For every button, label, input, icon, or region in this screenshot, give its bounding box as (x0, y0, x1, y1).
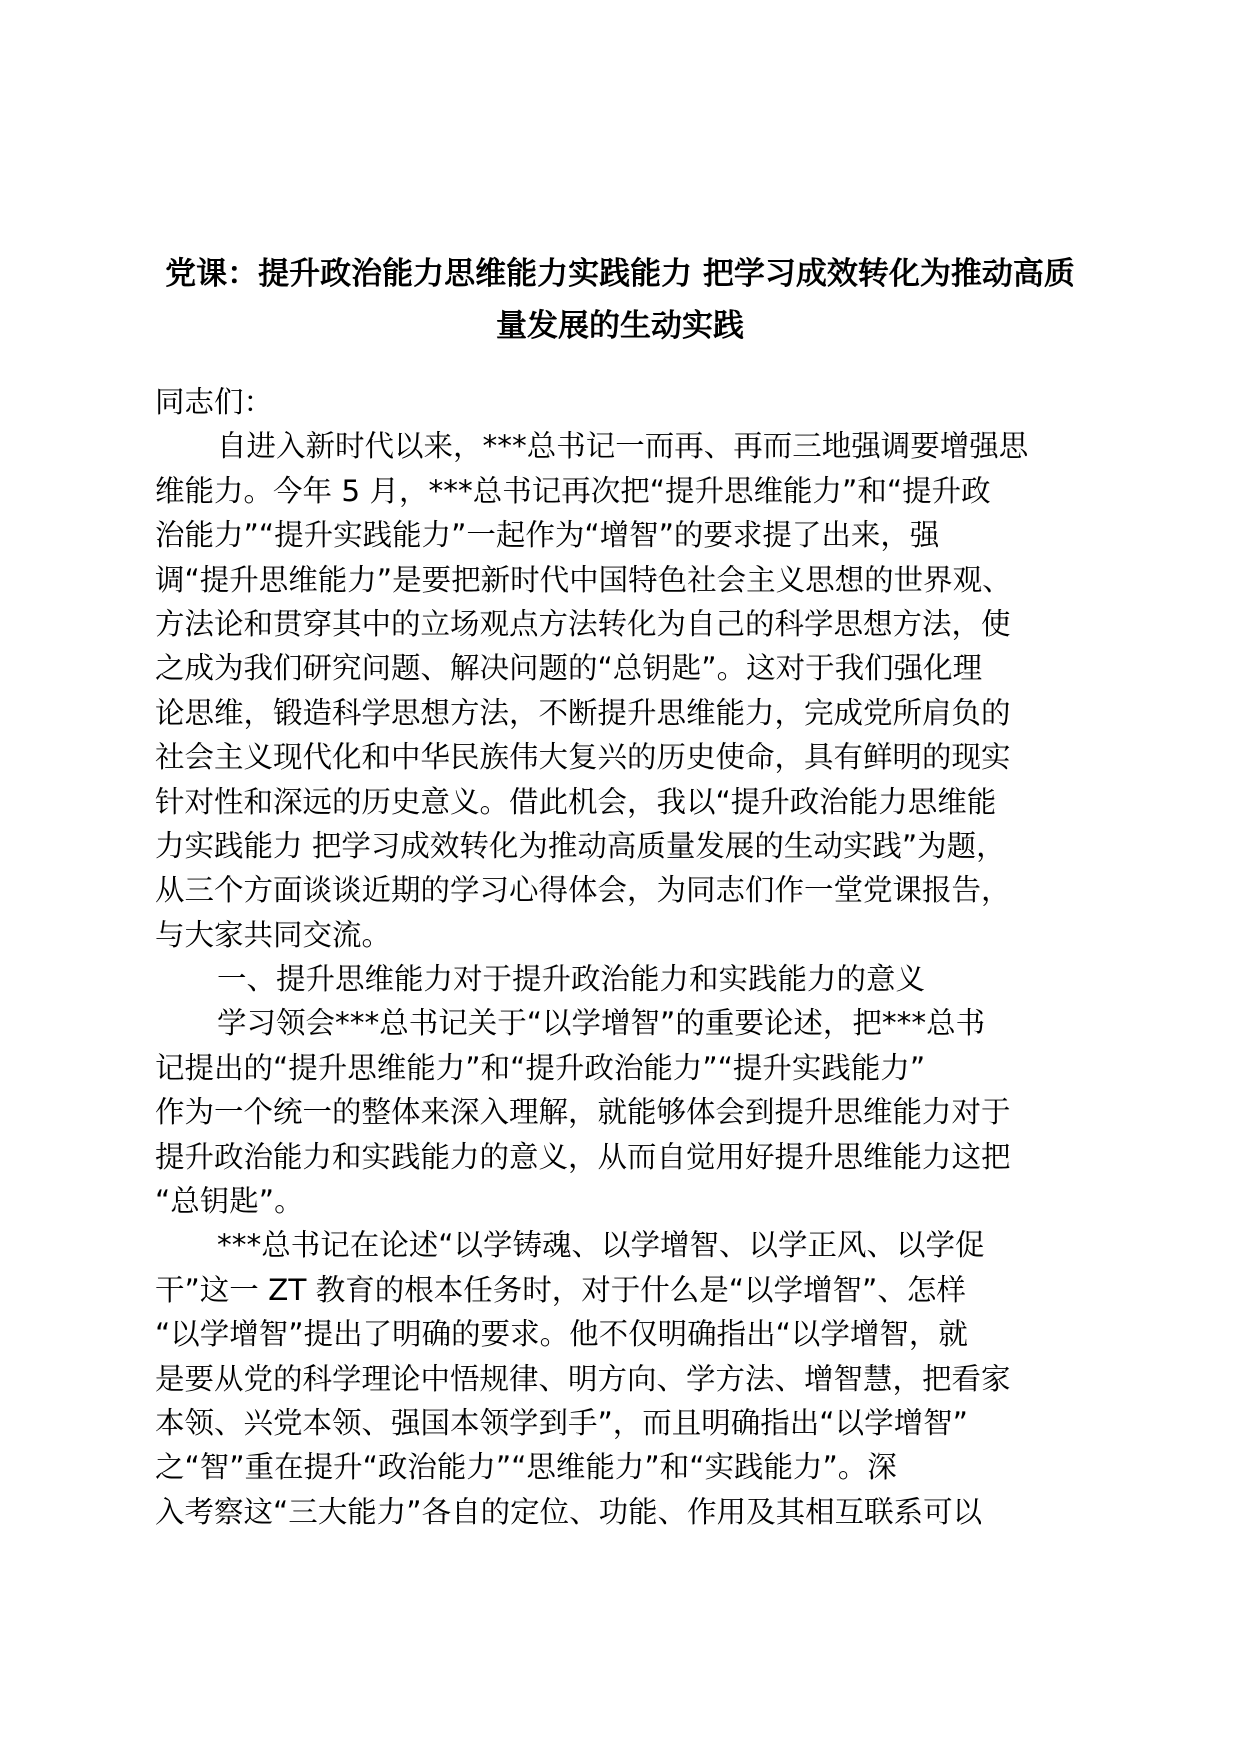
document-body (155, 380, 1085, 1534)
paragraph-line: 入考察这“三大能力”各自的定位、功能、作用及其相互联系可以 (155, 1494, 983, 1529)
paragraph-line: 论思维，锻造科学思想方法，不断提升思维能力，完成党所肩负的 (155, 695, 1011, 730)
paragraph-line: 从三个方面谈谈近期的学习心得体会，为同志们作一堂党课报告， (155, 873, 1011, 908)
paragraph-line: ***总书记在论述“以学铸魂、以学增智、以学正风、以学促 (217, 1228, 985, 1263)
paragraph-line: 治能力”“提升实践能力”一起作为“增智”的要求提了出来，强 (155, 518, 940, 553)
paragraph-line: 作为一个统一的整体来深入理解，就能够体会到提升思维能力对于 (155, 1095, 1011, 1130)
paragraph-line: 之成为我们研究问题、解决问题的“总钥匙”。这对于我们强化理 (155, 651, 983, 686)
section-heading: 一、提升思维能力对于提升政治能力和实践能力的意义 (217, 962, 926, 997)
paragraph-line: 记提出的“提升思维能力”和“提升政治能力”“提升实践能力” (155, 1050, 926, 1085)
paragraph-line: 针对性和深远的历史意义。借此机会，我以“提升政治能力思维能 (155, 784, 997, 819)
paragraph-line: 干”这一 ZT 教育的根本任务时，对于什么是“以学增智”、怎样 (155, 1272, 966, 1307)
paragraph-line: “以学增智”提出了明确的要求。他不仅明确指出“以学增智，就 (155, 1317, 968, 1352)
paragraph-line: 自进入新时代以来，***总书记一而再、再而三地强调要增强思 (217, 429, 1029, 464)
title-line-2: 量发展的生动实践 (496, 308, 744, 344)
document-title (150, 248, 1090, 352)
paragraph-line: 学习领会***总书记关于“以学增智”的重要论述，把***总书 (217, 1006, 986, 1041)
paragraph-line: 调“提升思维能力”是要把新时代中国特色社会主义思想的世界观、 (155, 562, 1012, 597)
paragraph-line: 方法论和贯穿其中的立场观点方法转化为自己的科学思想方法，使 (155, 606, 1011, 641)
paragraph-line: 是要从党的科学理论中悟规律、明方向、学方法、增智慧，把看家 (155, 1361, 1011, 1396)
salutation: 同志们： (155, 385, 274, 419)
paragraph-line: 维能力。今年 5 月，***总书记再次把“提升思维能力”和“提升政 (155, 473, 991, 508)
paragraph-line: 之“智”重在提升“政治能力”“思维能力”和“实践能力”。深 (155, 1450, 897, 1485)
paragraph-line: 与大家共同交流。 (155, 917, 392, 952)
paragraph-line: 本领、兴党本领、强国本领学到手”，而且明确指出“以学增智” (155, 1405, 968, 1440)
title-line-1: 党课：提升政治能力思维能力实践能力 把学习成效转化为推动高质 (165, 256, 1075, 292)
paragraph-line: 社会主义现代化和中华民族伟大复兴的历史使命，具有鲜明的现实 (155, 740, 1011, 775)
paragraph-line: 提升政治能力和实践能力的意义，从而自觉用好提升思维能力这把 (155, 1139, 1011, 1174)
paragraph-line: 力实践能力 把学习成效转化为推动高质量发展的生动实践”为题， (155, 828, 1006, 863)
paragraph-line: “总钥匙”。 (155, 1184, 304, 1219)
